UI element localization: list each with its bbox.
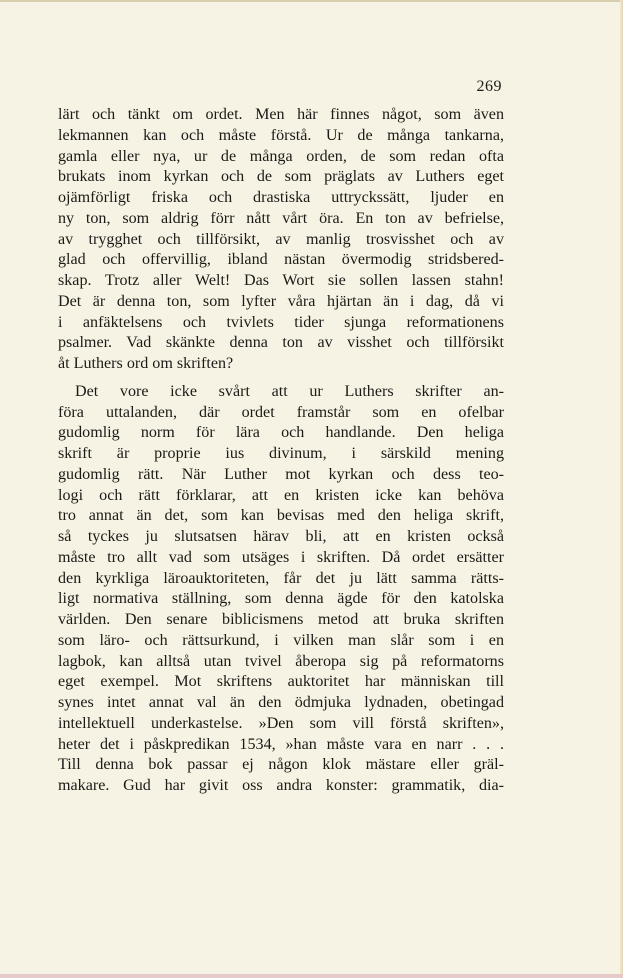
page-bottom-edge — [0, 974, 623, 978]
text-line: av trygghet och tillförsikt, av manlig trosvisshet och av — [58, 230, 504, 248]
page-top-edge — [0, 0, 623, 2]
text-line: Det vore icke svårt att ur Luthers skrifter an- — [75, 382, 504, 400]
text-line: åt Luthers ord om skriften? — [58, 355, 234, 372]
text-line: den kyrkliga läroauktoriteten, får det ju lätt samma rätts- — [58, 569, 504, 587]
text-line: intellektuell underkastelse. »Den som vill förstå skriften», — [58, 714, 504, 732]
text-line: världen. Den senare biblicismens metod att bruka skriften — [58, 611, 504, 628]
text-line: föra uttalanden, där ordet framstår som en ofelbar — [58, 403, 504, 421]
text-line: lärt och tänkt om ordet. Men här finnes något, som även — [58, 106, 504, 123]
text-line: eget exempel. Mot skriftens auktoritet har människan till — [58, 673, 504, 691]
text-line: måste tro allt vad som utsäges i skriften. Då ordet ersätter — [58, 548, 504, 566]
text-line: glad och offervillig, ibland nästan övermodig stridsbered- — [58, 251, 504, 269]
text-line: ligt normativa ställning, som denna ägde för den katolska — [58, 590, 504, 608]
text-line: tro annat än det, som kan bevisas med den heliga skrift, — [58, 507, 504, 525]
text-line: skrift är proprie ius divinum, i särskild mening — [58, 445, 504, 462]
text-line: gamla eller nya, ur de många orden, de som redan ofta — [58, 147, 504, 165]
paragraph-2 — [58, 382, 504, 797]
text-line: lekmannen kan och måste förstå. Ur de många tankarna, — [58, 126, 504, 144]
text-line: gudomlig norm för lära och handlande. Den heliga — [58, 424, 504, 442]
text-line: synes intet annat val än den ödmjuka lydnaden, obetingad — [58, 694, 504, 711]
text-line: lagbok, kan alltså utan tvivel åberopa sig på reformatorns — [58, 652, 504, 670]
paragraph-1 — [58, 105, 504, 375]
text-line: gudomlig rätt. När Luther mot kyrkan och dess teo- — [58, 465, 504, 483]
text-line: som läro- och rättsurkund, i vilken man slår som i en — [58, 631, 504, 649]
body-text — [58, 105, 504, 797]
text-line: makare. Gud har givit oss andra konster: grammatik, dia- — [58, 777, 504, 794]
paragraph-gap — [58, 375, 504, 382]
text-line: brukats inom kyrkan och de som präglats av Luthers eget — [58, 168, 504, 186]
text-line: Till denna bok passar ej någon klok mästare eller gräl- — [58, 756, 504, 774]
text-line: Det är denna ton, som lyfter våra hjärtan än i dag, då vi — [58, 292, 504, 310]
text-line: ny ton, som aldrig förr nått vårt öra. En ton av befrielse, — [58, 209, 504, 227]
text-line: i anfäktelsens och tvivlets tider sjunga reformationens — [58, 313, 504, 331]
text-line: logi och rätt förklarar, att en kristen icke kan behöva — [58, 486, 504, 504]
text-line: psalmer. Vad skänkte denna ton av visshet och tillförsikt — [58, 334, 504, 352]
text-line: så tyckes ju slutsatsen härav bli, att en kristen också — [58, 528, 504, 545]
text-line: ojämförligt friska och drastiska uttryckssätt, ljuder en — [58, 189, 504, 206]
text-line: heter det i påskpredikan 1534, »han måste vara en narr . . . — [58, 735, 504, 753]
text-line: skap. Trotz aller Welt! Das Wort sie sollen lassen stahn! — [58, 272, 504, 289]
page-number: 269 — [476, 78, 502, 95]
